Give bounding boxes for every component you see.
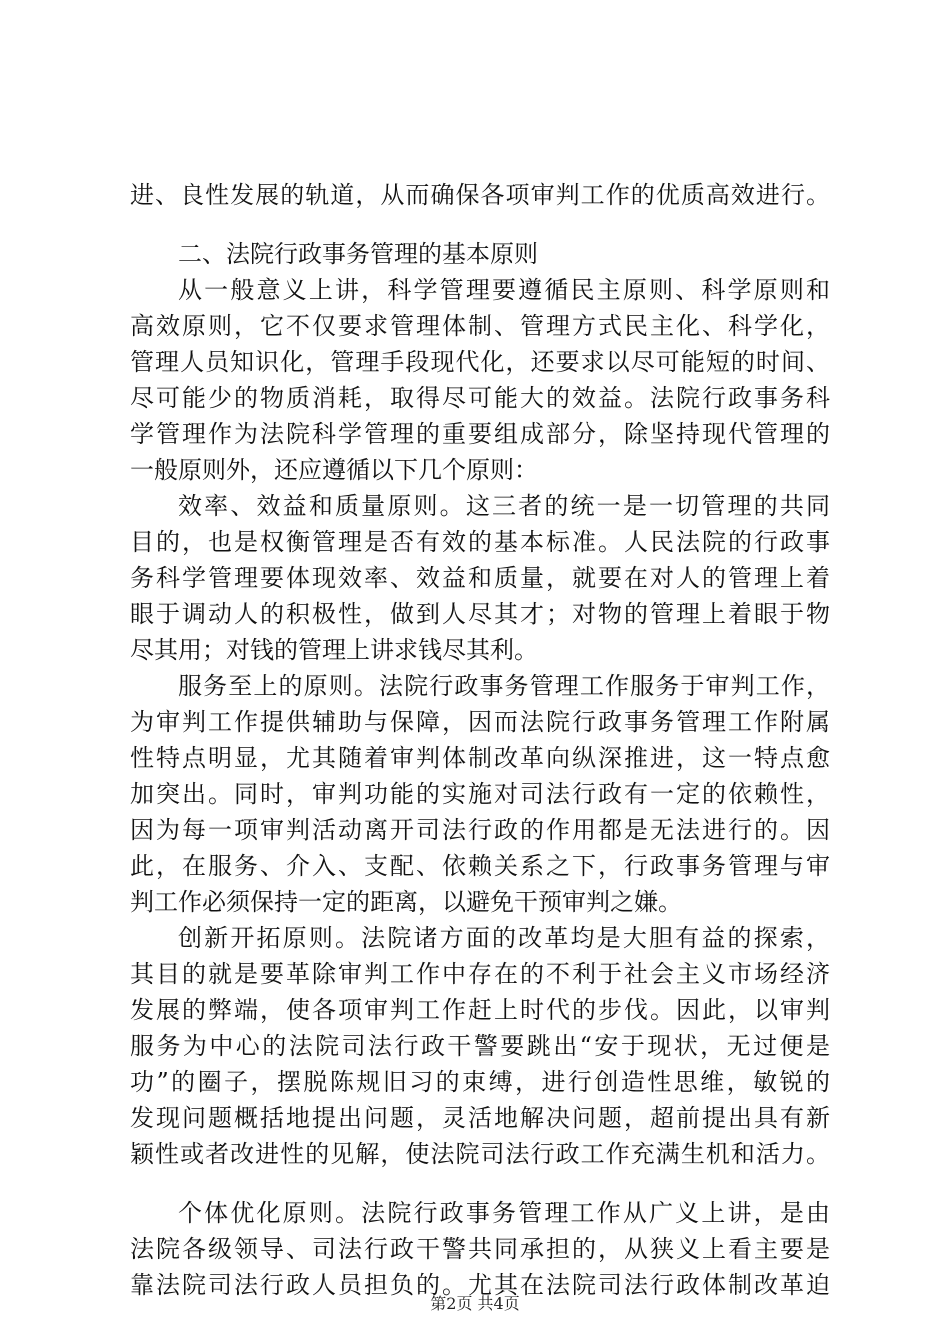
text-line: 颖性或者改进性的见解，使法院司法行政工作充满生机和活力。 [130,1140,830,1168]
text-line: 靠法院司法行政人员担负的。尤其在法院司法行政体制改革迫 [130,1271,830,1299]
text-line: 尽其用；对钱的管理上讲求钱尽其利。 [130,636,538,664]
text-line: 尽可能少的物质消耗，取得尽可能大的效益。法院行政事务科 [130,384,830,412]
text-line: 从一般意义上讲，科学管理要遵循民主原则、科学原则和 [178,276,830,304]
text-line: 创新开拓原则。法院诸方面的改革均是大胆有益的探索， [178,924,830,952]
page-footer: 第2页 共4页 [430,1294,520,1313]
text-line: 服务至上的原则。法院行政事务管理工作服务于审判工作， [178,672,830,700]
text-line: 加突出。同时，审判功能的实施对司法行政有一定的依赖性， [130,780,830,808]
text-line: 发展的弊端，使各项审判工作赶上时代的步伐。因此，以审判 [130,996,830,1024]
text-line: 效率、效益和质量原则。这三者的统一是一切管理的共同 [178,492,830,520]
text-line: 为审判工作提供辅助与保障，因而法院行政事务管理工作附属 [130,708,830,736]
text-line: 发现问题概括地提出问题，灵活地解决问题，超前提出具有新 [130,1104,830,1132]
text-line: 进、良性发展的轨道，从而确保各项审判工作的优质高效进行。 [130,181,830,209]
text-line: 服务为中心的法院司法行政干警要跳出“安于现状，无过便是 [130,1032,830,1060]
text-line: 目的，也是权衡管理是否有效的基本标准。人民法院的行政事 [130,528,830,556]
text-line: 此，在服务、介入、支配、依赖关系之下，行政事务管理与审 [130,852,830,880]
text-line: 因为每一项审判活动离开司法行政的作用都是无法进行的。因 [130,816,830,844]
text-line: 管理人员知识化，管理手段现代化，还要求以尽可能短的时间、 [130,348,830,376]
text-line: 判工作必须保持一定的距离，以避免干预审判之嫌。 [130,888,682,916]
text-line: 务科学管理要体现效率、效益和质量，就要在对人的管理上着 [130,564,830,592]
text-line: 其目的就是要革除审判工作中存在的不利于社会主义市场经济 [130,960,830,988]
text-line: 眼于调动人的积极性，做到人尽其才；对物的管理上着眼于物 [130,600,830,628]
text-line: 性特点明显，尤其随着审判体制改革向纵深推进，这一特点愈 [130,744,830,772]
text-line: 功”的圈子，摆脱陈规旧习的束缚，进行创造性思维，敏锐的 [130,1068,830,1096]
text-line: 个体优化原则。法院行政事务管理工作从广义上讲，是由 [178,1199,830,1227]
text-line: 法院各级领导、司法行政干警共同承担的，从狭义上看主要是 [130,1235,830,1263]
text-line: 高效原则，它不仅要求管理体制、管理方式民主化、科学化， [130,312,830,340]
text-line: 一般原则外，还应遵循以下几个原则： [130,456,538,484]
section-heading: 二、法院行政事务管理的基本原则 [178,240,538,268]
text-line: 学管理作为法院科学管理的重要组成部分，除坚持现代管理的 [130,420,830,448]
